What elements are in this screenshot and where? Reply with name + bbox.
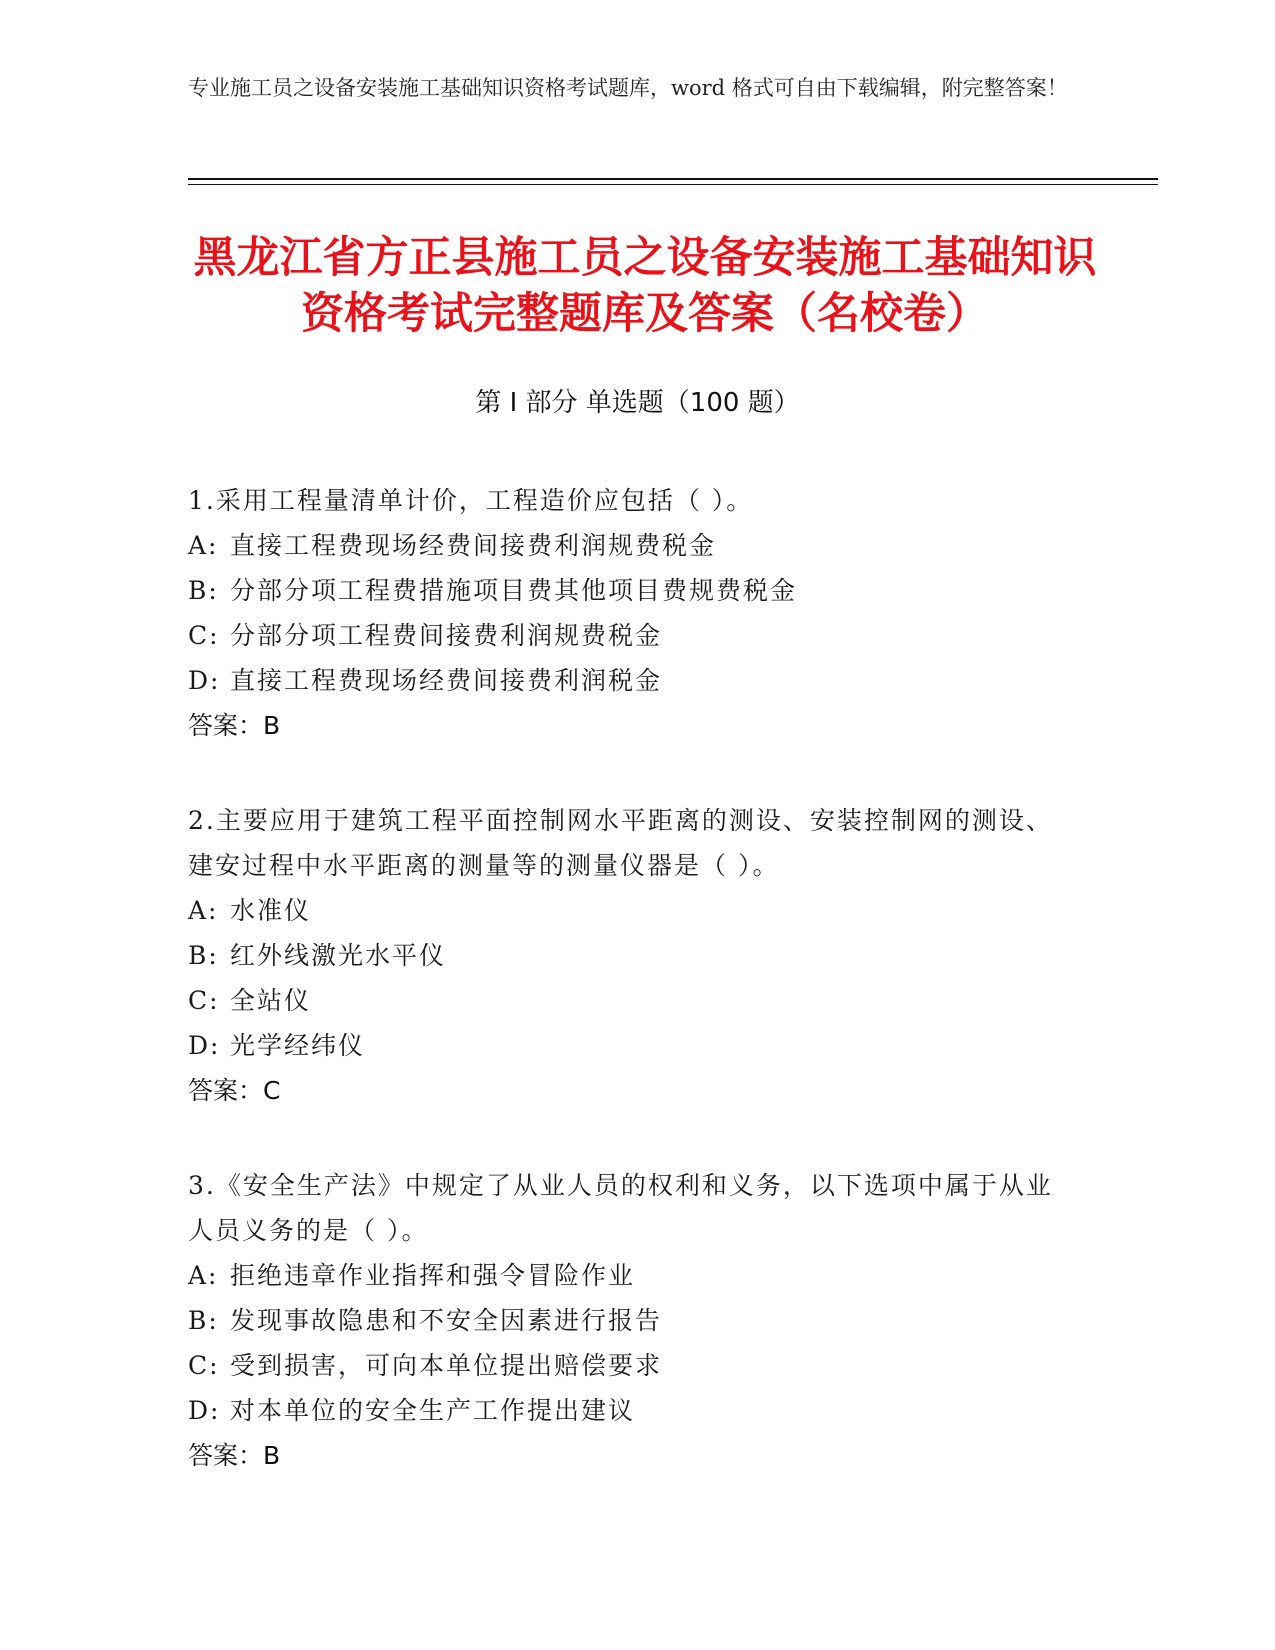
question-3 (188, 1163, 1068, 1478)
option-letter: A: (188, 896, 219, 925)
option-text: 红外线激光水平仪 (230, 941, 447, 970)
option-text: 全站仪 (230, 986, 312, 1015)
header-divider-thick (188, 178, 1158, 180)
option-letter: D: (188, 1031, 221, 1060)
option-letter: A: (188, 1261, 219, 1290)
option-text: 分部分项工程费间接费利润规费税金 (230, 621, 663, 650)
header-divider-thin (188, 184, 1158, 185)
option-c (188, 978, 1068, 1023)
option-text: 发现事故隐患和不安全因素进行报告 (230, 1306, 663, 1335)
option-letter: B: (188, 576, 219, 605)
option-letter: B: (188, 941, 219, 970)
option-text: 直接工程费现场经费间接费利润税金 (230, 666, 663, 695)
option-letter: C: (188, 1351, 220, 1380)
option-b (188, 568, 1068, 613)
option-text: 对本单位的安全生产工作提出建议 (230, 1396, 636, 1425)
option-letter: D: (188, 666, 221, 695)
option-text: 光学经纬仪 (230, 1031, 366, 1060)
answer-label: 答案：C (188, 1076, 281, 1105)
option-letter: A: (188, 531, 219, 560)
option-a (188, 888, 1068, 933)
option-d (188, 1023, 1068, 1068)
question-list (188, 478, 1068, 1528)
question-2 (188, 798, 1068, 1113)
answer-label: 答案：B (188, 711, 281, 740)
option-b (188, 933, 1068, 978)
answer-label: 答案：B (188, 1441, 281, 1470)
document-title: 黑龙江省方正县施工员之设备安装施工基础知识资格考试完整题库及答案（名校卷） (193, 233, 1097, 339)
question-stem: 3.《安全生产法》中规定了从业人员的权利和义务，以下选项中属于从业人员义务的是（ ）。 (188, 1171, 1053, 1245)
header-note: 专业施工员之设备安装施工基础知识资格考试题库，word 格式可自由下载编辑，附完整答案！ (188, 76, 1068, 100)
option-a (188, 523, 1068, 568)
option-text: 受到损害，可向本单位提出赔偿要求 (230, 1351, 663, 1380)
question-1 (188, 478, 1068, 748)
option-text: 直接工程费现场经费间接费利润规费税金 (230, 531, 717, 560)
option-text: 分部分项工程费措施项目费其他项目费规费税金 (230, 576, 798, 605)
section-title: 第 I 部分 单选题（100 题） (475, 388, 800, 418)
option-letter: C: (188, 986, 220, 1015)
option-c (188, 613, 1068, 658)
option-text: 水准仪 (230, 896, 312, 925)
option-c (188, 1343, 1068, 1388)
question-stem: 2.主要应用于建筑工程平面控制网水平距离的测设、安装控制网的测设、建安过程中水平距离的测量等的测量仪器是（ ）。 (188, 806, 1053, 880)
option-a (188, 1253, 1068, 1298)
option-d (188, 1388, 1068, 1433)
option-d (188, 658, 1068, 703)
option-b (188, 1298, 1068, 1343)
option-letter: D: (188, 1396, 221, 1425)
question-stem: 1.采用工程量清单计价，工程造价应包括（ ）。 (188, 486, 754, 515)
option-letter: B: (188, 1306, 219, 1335)
option-text: 拒绝违章作业指挥和强令冒险作业 (230, 1261, 636, 1290)
option-letter: C: (188, 621, 220, 650)
